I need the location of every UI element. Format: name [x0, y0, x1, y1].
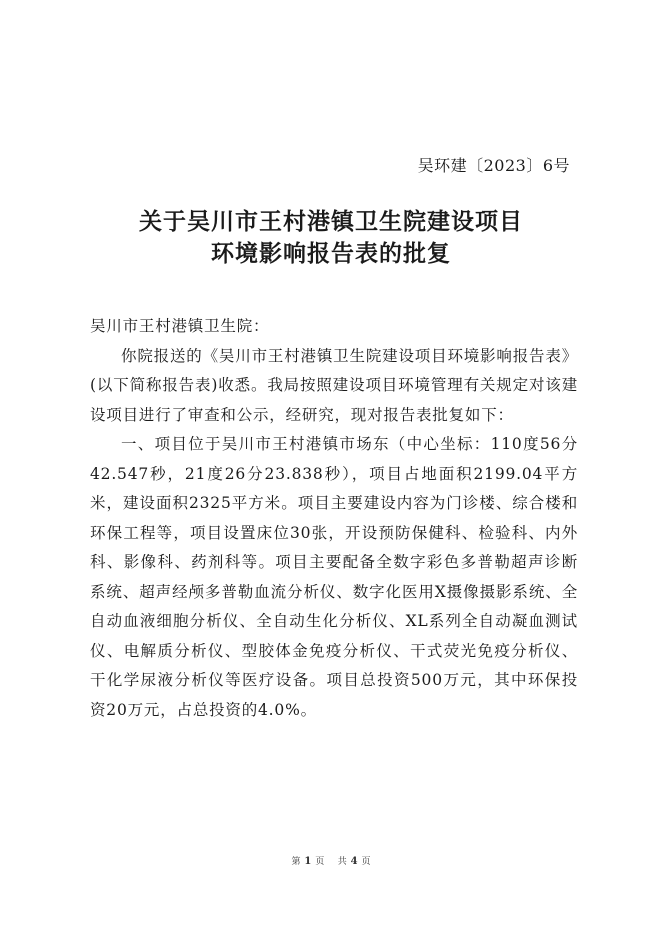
page-suffix: 页: [315, 857, 325, 867]
total-page-count: 4: [350, 856, 358, 867]
salutation: 吴川市王村港镇卫生院：: [90, 317, 270, 335]
document-number: 吴环建〔2023〕6号: [417, 156, 570, 175]
total-prefix: 共: [337, 857, 347, 867]
page-prefix: 第: [291, 857, 301, 867]
paragraph-intro: 你院报送的《吴川市王村港镇卫生院建设项目环境影响报告表》(以下简称报告表)收悉。我局按照建设项目环境管理有关规定对该建设项目进行了审查和公示，经研究，现对报告表批复如下：: [90, 346, 578, 424]
document-title: [0, 206, 662, 270]
document-body: [90, 312, 578, 725]
paragraph-project-location: 一、项目位于吴川市王村港镇市场东（中心坐标：110度56分42.547秒，21度26分23.838秒），项目占地面积2199.04平方米，建设面积2325平方米。项目主要建设内容为门诊楼、综合楼和环保工程等，项目设置床位30张，开设预防保健科、检验科、内外科、影像科、药剂科等。项目主要配备全数字彩色多普勒超声诊断系统、超声经颅多普勒血流分析仪、数字化医用X摄像摄影系统、全自动血液细胞分析仪、全自动生化分析仪、XL系列全自动凝血测试仪、电解质分析仪、型胶体金免疫分析仪、干式荧光免疫分析仪、干化学尿液分析仪等医疗设备。项目总投资500万元，其中环保投资20万元，占总投资的4.0%。: [90, 435, 578, 719]
title-line-1: 关于吴川市王村港镇卫生院建设项目: [139, 208, 523, 235]
page-footer: [0, 854, 662, 867]
title-line-2: 环境影响报告表的批复: [211, 240, 451, 267]
current-page-number: 1: [304, 856, 312, 867]
total-suffix: 页: [361, 857, 371, 867]
